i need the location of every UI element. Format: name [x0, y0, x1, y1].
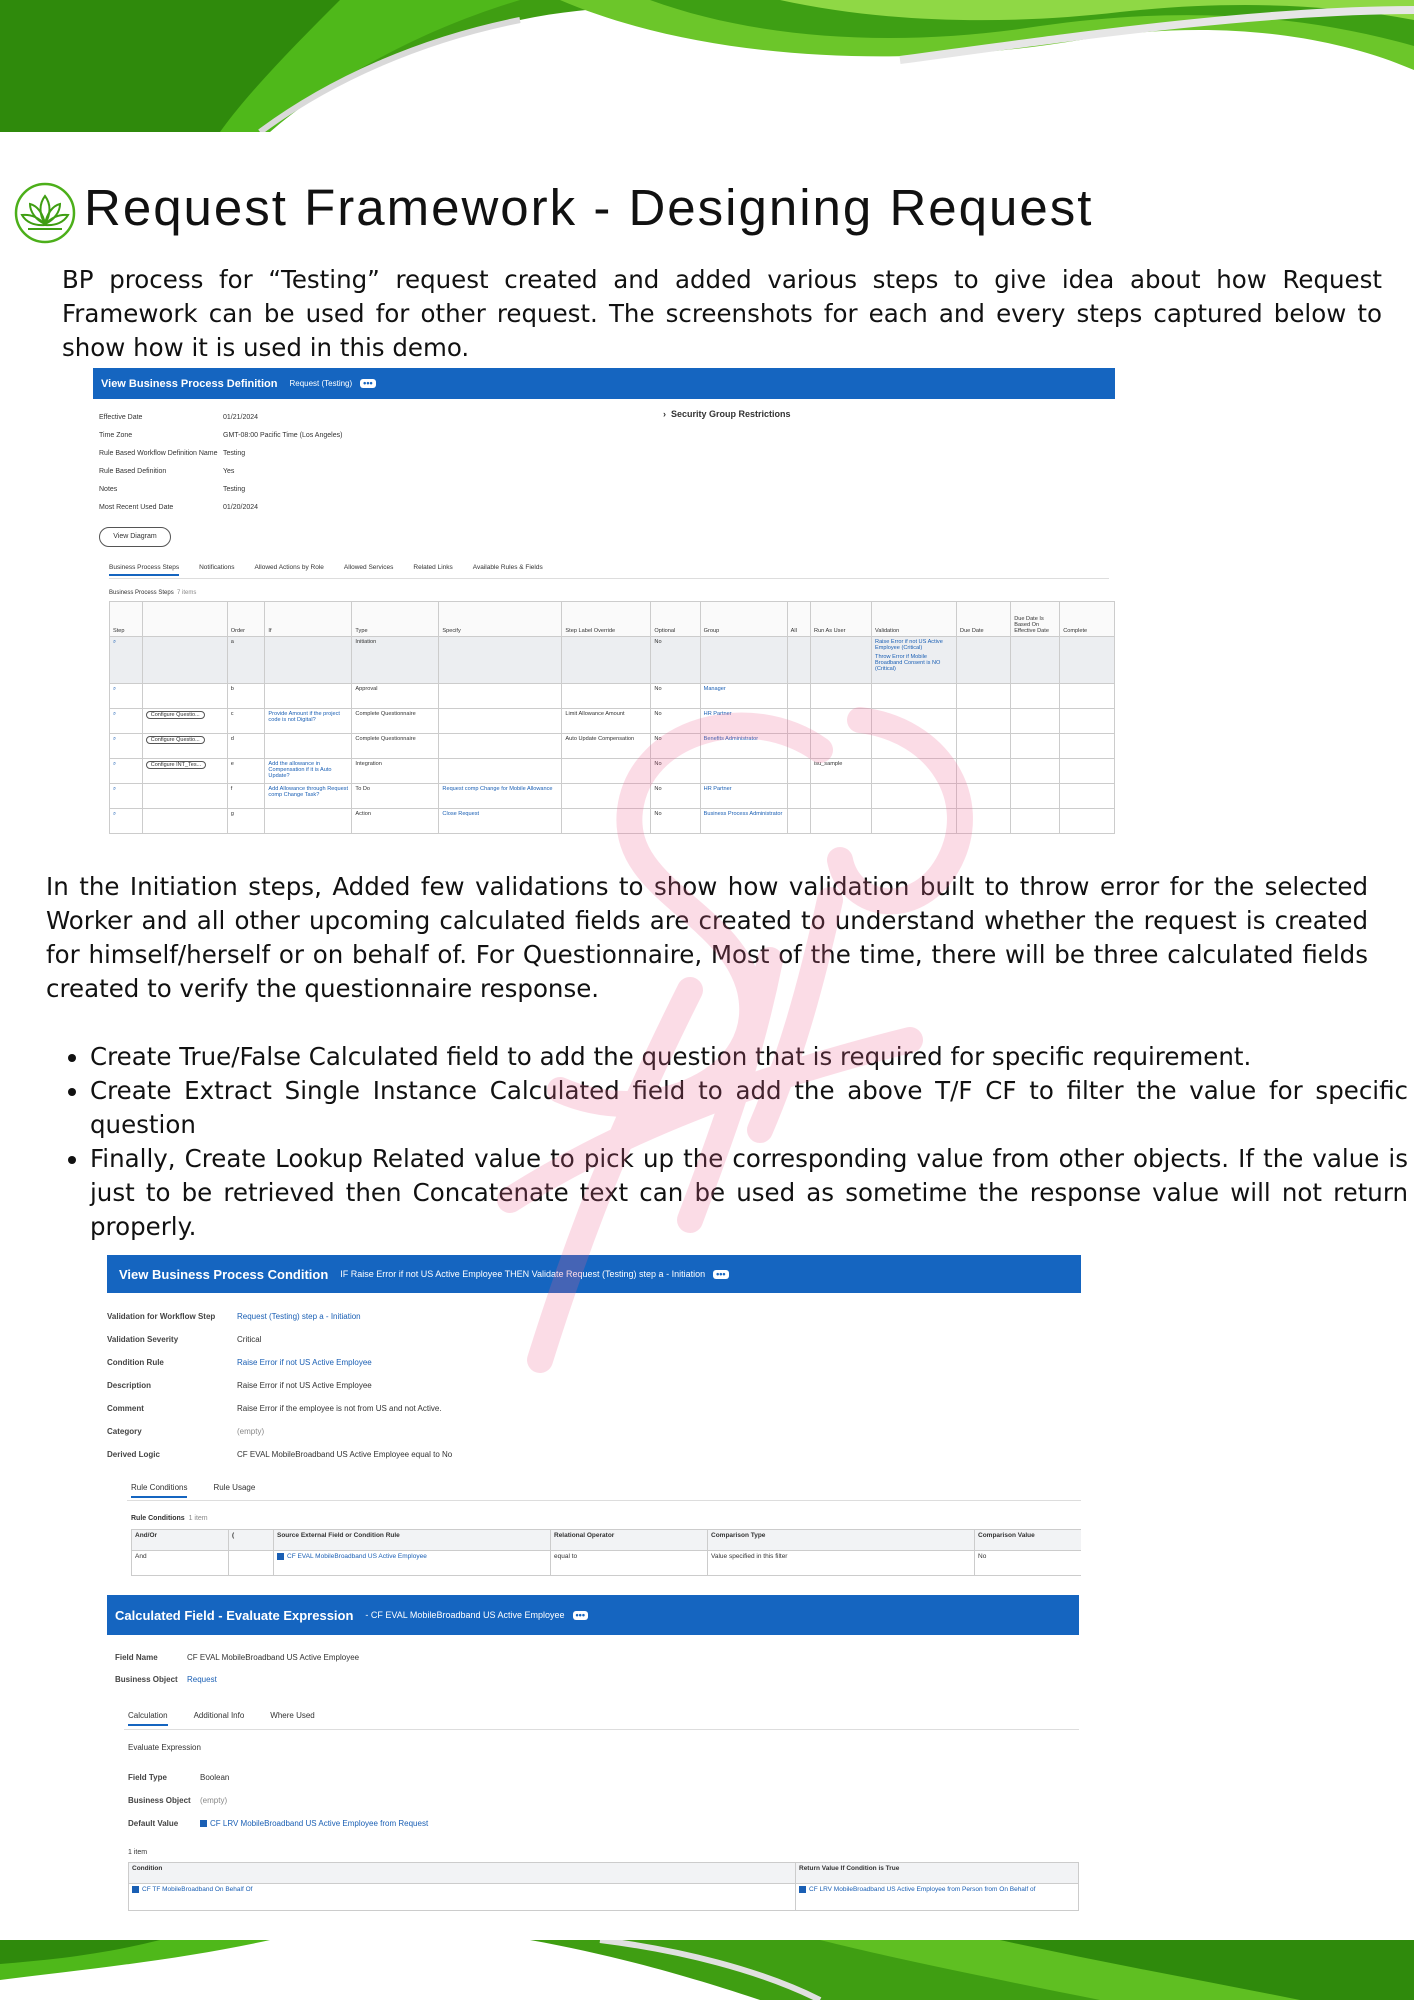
cell-group[interactable]: Manager	[703, 686, 726, 692]
magnifier-icon[interactable]: ⌕	[113, 736, 117, 742]
magnifier-icon[interactable]: ⌕	[113, 811, 117, 817]
table-row	[110, 684, 1115, 709]
col-due-date: Due Date	[957, 602, 1011, 637]
cell-validation[interactable]: Throw Error if Mobile Broadband Consent is NO (Critical)	[875, 654, 941, 672]
bullet-list	[50, 1040, 1408, 1244]
bottom-banner-graphic	[0, 1940, 1414, 2000]
col-comparison-value: Comparison Value	[975, 1530, 1082, 1551]
configure-button[interactable]: Configure Questio...	[146, 711, 205, 719]
tab-rule-usage[interactable]: Rule Usage	[213, 1483, 256, 1492]
cell-specify[interactable]: Close Request	[442, 811, 480, 817]
tab-notifications[interactable]: Notifications	[199, 564, 235, 571]
cell-override: Auto Update Compensation	[565, 736, 635, 742]
section-label: Evaluate Expression	[128, 1743, 201, 1752]
initiation-paragraph: In the Initiation steps, Added few validations to show how validation built to throw error for the selected Worker and all other upcoming calculated fields are created to understand whether the request is created for himself/herself or on behalf of. For Questionnaire, Most of the time, there will be three calculated fields created to verify the questionnaire response.	[46, 872, 1368, 1003]
table-row	[110, 809, 1115, 834]
bp-definition-header	[93, 368, 1115, 399]
list-item: • Create True/False Calculated field to add the question that is required for specific requirement.	[90, 1040, 1408, 1074]
cell-specify[interactable]: Request comp Change for Mobile Allowance	[442, 786, 553, 792]
condition-count: 1 item	[128, 1849, 148, 1856]
magnifier-icon[interactable]: ⌕	[113, 639, 117, 645]
business-object-link[interactable]: Request	[187, 1675, 217, 1684]
source-field-link[interactable]: CF EVAL MobileBroadband US Active Employee	[287, 1553, 427, 1561]
field-row: Business Object Request	[115, 1675, 217, 1684]
col-group: Group	[700, 602, 787, 637]
table-row	[110, 637, 1115, 684]
cell-order: a	[230, 639, 234, 645]
tab-business-process-steps[interactable]: Business Process Steps	[109, 564, 179, 576]
calculated-field-screenshot	[107, 1595, 1079, 1917]
cell-run-as: isu_sample	[814, 761, 843, 767]
cell-optional: No	[654, 711, 662, 717]
field-row: Rule Based Definition Yes	[99, 468, 235, 475]
table-row	[110, 784, 1115, 809]
steps-count: Business Process Steps 7 items	[109, 590, 197, 596]
bp-tabs	[109, 564, 543, 576]
configure-button[interactable]: Configure INT_Tes...	[146, 761, 206, 769]
table-row	[110, 759, 1115, 784]
bp-definition-screenshot	[93, 368, 1115, 864]
cell-order: d	[230, 736, 234, 742]
cell-type: Complete Questionnaire	[355, 711, 416, 717]
cell-order: f	[230, 786, 233, 792]
col-step: Step	[110, 602, 143, 637]
intro-paragraph: BP process for “Testing” request created and added various steps to give idea about how Request Framework can be used for other request. The screenshots for each and every steps captured below to show how it is used in this demo.	[62, 265, 1382, 362]
calculated-field-tabs	[128, 1711, 315, 1726]
tab-allowed-actions[interactable]: Allowed Actions by Role	[254, 564, 324, 571]
bp-condition-screenshot	[107, 1255, 1081, 1585]
steps-table	[109, 601, 1115, 834]
field-row: Most Recent Used Date 01/20/2024	[99, 504, 259, 511]
tab-related-links[interactable]: Related Links	[413, 564, 453, 571]
rule-conditions-count: Rule Conditions 1 item	[131, 1515, 208, 1522]
col-optional: Optional	[651, 602, 700, 637]
chevron-right-icon: ›	[663, 409, 666, 419]
list-item: • Finally, Create Lookup Related value to pick up the corresponding value from other objects. If the value is just to be retrieved then Concatenate text can be used as sometime the response value will not return properly.	[90, 1142, 1408, 1244]
table-row	[129, 1884, 1079, 1911]
table-row	[110, 734, 1115, 759]
bp-definition-subtitle: Request (Testing)	[289, 379, 353, 388]
table-header-row	[129, 1863, 1079, 1884]
cell-group[interactable]: HR Partner	[703, 786, 732, 792]
col-if: If	[265, 602, 352, 637]
workflow-step-link[interactable]: Request (Testing) step a - Initiation	[237, 1312, 361, 1321]
calculated-field-header	[107, 1595, 1079, 1635]
configure-button[interactable]: Configure Questio...	[146, 736, 205, 744]
col-due-date-effective: Due Date Is Based On Effective Date	[1011, 602, 1060, 637]
cell-optional: No	[654, 811, 662, 817]
magnifier-icon[interactable]: ⌕	[113, 761, 117, 767]
table-row	[110, 709, 1115, 734]
field-row: Category (empty)	[107, 1427, 265, 1436]
cell-optional: No	[654, 639, 662, 645]
col-run-as-user: Run As User	[811, 602, 872, 637]
return-value-link[interactable]: CF LRV MobileBroadband US Active Employee from Person from On Behalf of	[809, 1886, 1036, 1894]
field-row: Time Zone GMT-08:00 Pacific Time (Los Angeles)	[99, 432, 343, 439]
tab-available-rules[interactable]: Available Rules & Fields	[472, 564, 543, 571]
calculated-field-subtitle: - CF EVAL MobileBroadband US Active Employee	[365, 1610, 565, 1620]
field-row: Description Raise Error if not US Active Employee	[107, 1381, 372, 1390]
tab-where-used[interactable]: Where Used	[270, 1711, 315, 1720]
bp-condition-header	[107, 1255, 1081, 1293]
col-validation: Validation	[872, 602, 957, 637]
cell-order: e	[230, 761, 234, 767]
cell-optional: No	[654, 686, 662, 692]
field-row: Validation Severity Critical	[107, 1335, 262, 1344]
cell-if[interactable]: Provide Amount if the project code is not Digital?	[268, 711, 340, 723]
col-step-label-override: Step Label Override	[562, 602, 651, 637]
condition-rule-link[interactable]: Raise Error if not US Active Employee	[237, 1358, 372, 1367]
cell-type: Initiation	[355, 639, 377, 645]
more-options-icon[interactable]: •••	[360, 379, 375, 388]
tab-additional-info[interactable]: Additional Info	[193, 1711, 245, 1720]
tab-divider	[124, 1729, 1079, 1730]
cell-type: Action	[355, 811, 371, 817]
col-return-value: Return Value If Condition is True	[796, 1863, 1079, 1884]
col-relational-operator: Relational Operator	[551, 1530, 708, 1551]
tab-divider	[109, 578, 1109, 579]
cell-type: To Do	[355, 786, 371, 792]
tab-rule-conditions[interactable]: Rule Conditions	[131, 1483, 187, 1498]
field-row: Field Name CF EVAL MobileBroadband US Active Employee	[115, 1653, 360, 1662]
col-order: Order	[227, 602, 265, 637]
tab-divider	[127, 1500, 1081, 1501]
list-item: • Create Extract Single Instance Calculated field to add the above T/F CF to filter the value for specific question	[90, 1074, 1408, 1142]
more-options-icon[interactable]: •••	[713, 1270, 728, 1279]
cell-group[interactable]: Benefits Administrator	[703, 736, 759, 742]
col-and-or: And/Or	[132, 1530, 229, 1551]
cell-group[interactable]: Business Process Administrator	[703, 811, 783, 817]
rule-conditions-table	[131, 1529, 1081, 1576]
col-condition: Condition	[129, 1863, 796, 1884]
field-row: Effective Date 01/21/2024	[99, 414, 259, 421]
field-row: Rule Based Workflow Definition Name Testing	[99, 450, 246, 457]
condition-tabs	[131, 1483, 255, 1498]
cell-type: Complete Questionnaire	[355, 736, 416, 742]
cell-optional: No	[654, 761, 662, 767]
cell-if[interactable]: Add Allowance through Request comp Change Task?	[268, 786, 349, 798]
table-row: And CF EVAL MobileBroadband US Active Employee equal to Value specified in this filter No	[132, 1551, 1082, 1576]
field-row: Business Object (empty)	[128, 1796, 228, 1805]
field-row: Validation for Workflow Step Request (Testing) step a - Initiation	[107, 1312, 361, 1321]
lotus-logo-icon	[14, 182, 76, 244]
cell-validation[interactable]: Raise Error if not US Active Employee (Critical)	[875, 639, 943, 651]
condition-link[interactable]: CF TF MobileBroadband On Behalf Of	[142, 1886, 253, 1894]
cell-order: g	[230, 811, 234, 817]
related-actions-icon[interactable]	[799, 1886, 806, 1893]
magnifier-icon[interactable]: ⌕	[113, 786, 117, 792]
calculated-field-title: Calculated Field - Evaluate Expression	[115, 1607, 354, 1623]
col-type: Type	[352, 602, 439, 637]
related-actions-icon[interactable]	[277, 1553, 284, 1560]
tab-calculation[interactable]: Calculation	[128, 1711, 168, 1726]
bp-condition-subtitle: IF Raise Error if not US Active Employee THEN Validate Request (Testing) step a - Initiation	[340, 1269, 706, 1279]
cell-optional: No	[654, 786, 662, 792]
col-comparison-type: Comparison Type	[708, 1530, 975, 1551]
col-specify: Specify	[439, 602, 562, 637]
col-complete: Complete	[1060, 602, 1115, 637]
related-actions-icon[interactable]	[132, 1886, 139, 1893]
col-all: All	[787, 602, 810, 637]
cell-order: b	[230, 686, 234, 692]
cell-optional: No	[654, 736, 662, 742]
bp-condition-title: View Business Process Condition	[119, 1266, 329, 1282]
col-paren: (	[229, 1530, 274, 1551]
cell-if[interactable]: Add the allowance in Compensation if it is Auto Update?	[268, 761, 332, 779]
view-diagram-button[interactable]: View Diagram	[99, 527, 171, 547]
magnifier-icon[interactable]: ⌕	[113, 686, 117, 692]
page-title: Request Framework - Designing Request	[84, 179, 1094, 236]
tab-allowed-services[interactable]: Allowed Services	[343, 564, 394, 571]
field-row: Default Value CF LRV MobileBroadband US Active Employee from Request	[128, 1819, 429, 1828]
table-header-row	[132, 1530, 1082, 1551]
field-row: Notes Testing	[99, 486, 246, 493]
condition-table	[128, 1862, 1079, 1911]
col-source-field: Source External Field or Condition Rule	[274, 1530, 551, 1551]
cell-override: Limit Allowance Amount	[565, 711, 625, 717]
top-banner-graphic	[0, 0, 1414, 132]
magnifier-icon[interactable]: ⌕	[113, 711, 117, 717]
field-row: Field Type Boolean	[128, 1773, 230, 1782]
more-options-icon[interactable]: •••	[573, 1611, 588, 1620]
col-config	[142, 602, 227, 637]
cell-order: c	[230, 711, 234, 717]
default-value-link[interactable]: CF LRV MobileBroadband US Active Employee from Request	[210, 1819, 429, 1828]
security-group-restrictions[interactable]: › Security Group Restrictions	[663, 409, 791, 419]
field-row: Derived Logic CF EVAL MobileBroadband US Active Employee equal to No	[107, 1450, 453, 1459]
field-row: Condition Rule Raise Error if not US Active Employee	[107, 1358, 372, 1367]
cell-type: Approval	[355, 686, 378, 692]
table-header-row	[110, 602, 1115, 637]
field-row: Comment Raise Error if the employee is not from US and not Active.	[107, 1404, 442, 1413]
cell-group[interactable]: HR Partner	[703, 711, 732, 717]
related-actions-icon[interactable]	[200, 1820, 207, 1827]
cell-type: Integration	[355, 761, 382, 767]
bp-definition-title: View Business Process Definition	[101, 377, 278, 390]
